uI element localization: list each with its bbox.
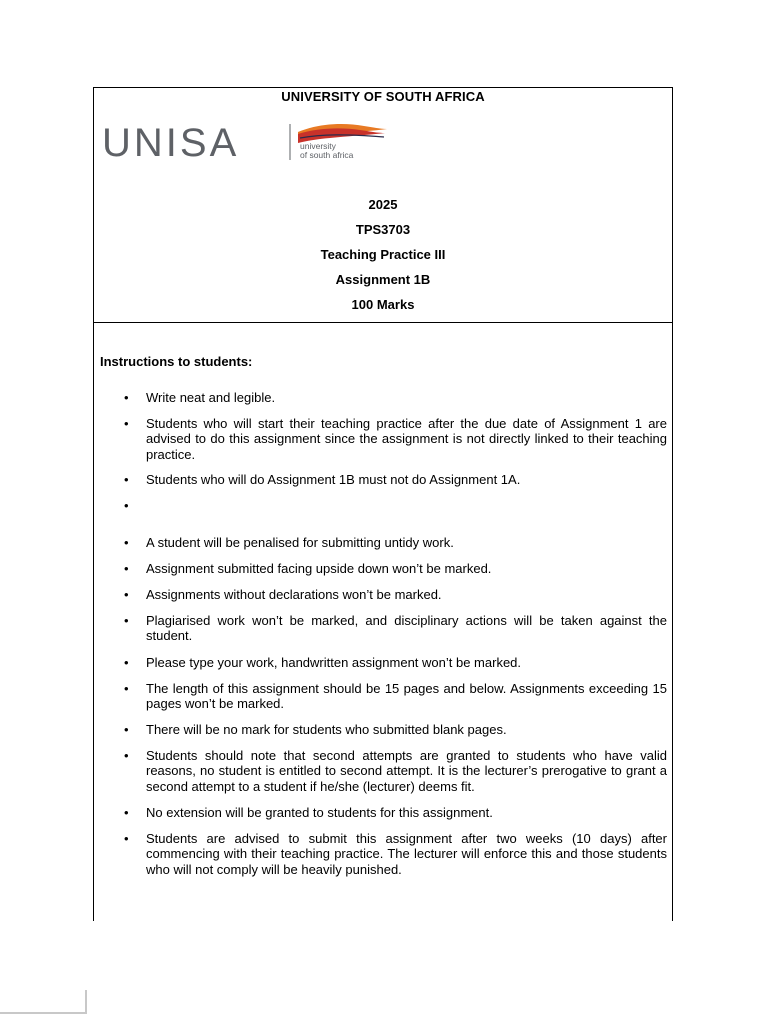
course-name: Teaching Practice III (320, 247, 446, 262)
bullet-icon: • (124, 655, 129, 670)
bullet-icon: • (124, 472, 129, 487)
total-marks: 100 Marks (351, 297, 415, 312)
year: 2025 (368, 197, 398, 212)
list-item-text: No extension will be granted to students for this assignment. (146, 805, 493, 820)
list-item-text: A student will be penalised for submitting untidy work. (146, 535, 454, 550)
list-item-text: Assignments without declarations won’t be marked. (146, 587, 442, 602)
course-code: TPS3703 (355, 222, 411, 237)
unisa-logo (102, 120, 392, 166)
logo-wordmark: UNISA (102, 121, 240, 165)
assignment-title: Assignment 1B (335, 272, 431, 287)
bullet-icon: • (124, 390, 129, 405)
bullet-icon: • (124, 587, 129, 602)
list-item-text: The length of this assignment should be 15 pages and below. Assignments exceeding 15 pages won’t be marked. (146, 681, 667, 712)
logo-subtitle-line2: of south africa (300, 150, 354, 160)
instructions-heading: Instructions to students: (100, 354, 253, 369)
list-item-text: Plagiarised work won’t be marked, and disciplinary actions will be taken against the student. (146, 613, 667, 644)
list-item-text: Students who will do Assignment 1B must not do Assignment 1A. (146, 472, 521, 487)
bullet-icon: • (124, 416, 129, 431)
course-info (94, 197, 672, 322)
list-item-text: Write neat and legible. (146, 390, 276, 405)
header-box (94, 88, 672, 323)
logo-subtitle (300, 142, 353, 160)
document-frame (93, 87, 673, 921)
list-item-text: Assignment submitted facing upside down won’t be marked. (146, 561, 492, 576)
page-corner-mark (0, 990, 87, 1014)
bullet-icon: • (124, 748, 129, 763)
logo-subtitle-line1: university (300, 141, 336, 151)
list-item-text: Students should note that second attempts are granted to students who have valid reasons, no student is entitled to second attempt. It is the lecturer’s prerogative to grant a second attempt to a student if he/she (lecturer) deems fit. (146, 748, 667, 794)
list-item-text: Students who will start their teaching practice after the due date of Assignment 1 are advised to do this assignment since the assignment is not directly linked to their teaching practice. (146, 416, 667, 462)
list-item-text: Students are advised to submit this assignment after two weeks (10 days) after commencing with their teaching practice. The lecturer will enforce this and those students who will not comply will be heavily punished. (146, 831, 667, 877)
bullet-icon: • (124, 722, 129, 737)
bullet-icon: • (124, 498, 129, 513)
bullet-icon: • (124, 613, 129, 628)
bullet-icon: • (124, 831, 129, 846)
list-item-text: Please type your work, handwritten assignment won’t be marked. (146, 655, 522, 670)
bullet-icon: • (124, 561, 129, 576)
bullet-icon: • (124, 681, 129, 696)
bullet-icon: • (124, 805, 129, 820)
list-item-text: There will be no mark for students who submitted blank pages. (146, 722, 507, 737)
bullet-icon: • (124, 535, 129, 550)
university-title: UNIVERSITY OF SOUTH AFRICA (281, 89, 485, 104)
